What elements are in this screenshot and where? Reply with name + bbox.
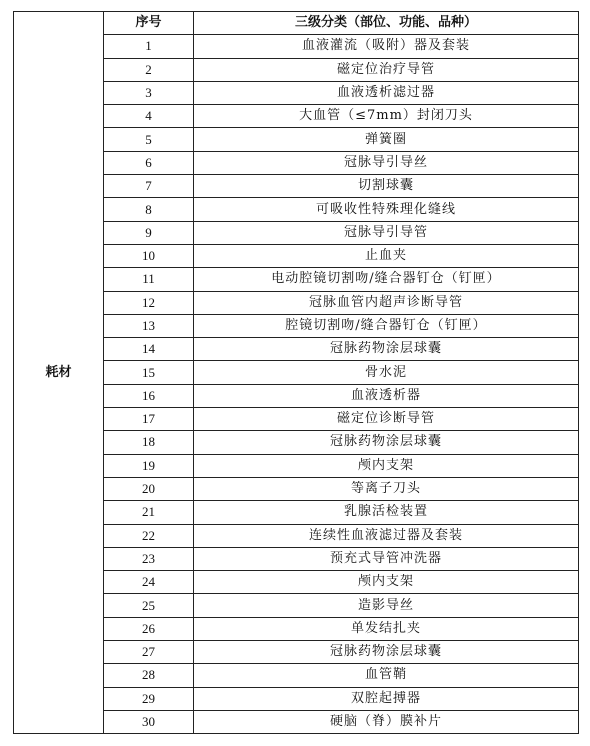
row-number: 11 bbox=[104, 268, 194, 291]
row-name: 止血夹 bbox=[194, 244, 579, 267]
row-name: 可吸收性特殊理化缝线 bbox=[194, 198, 579, 221]
row-number: 5 bbox=[104, 128, 194, 151]
number-column-header: 序号 bbox=[104, 12, 194, 35]
row-number: 19 bbox=[104, 454, 194, 477]
row-number: 15 bbox=[104, 361, 194, 384]
row-name: 硬脑（脊）膜补片 bbox=[194, 710, 579, 733]
row-name: 等离子刀头 bbox=[194, 477, 579, 500]
row-name: 双腔起搏器 bbox=[194, 687, 579, 710]
row-number: 25 bbox=[104, 594, 194, 617]
row-number: 24 bbox=[104, 571, 194, 594]
row-number: 6 bbox=[104, 151, 194, 174]
row-name: 造影导丝 bbox=[194, 594, 579, 617]
row-number: 18 bbox=[104, 431, 194, 454]
row-number: 28 bbox=[104, 664, 194, 687]
category-cell: 耗材 bbox=[14, 12, 104, 734]
row-name: 弹簧圈 bbox=[194, 128, 579, 151]
row-number: 4 bbox=[104, 105, 194, 128]
row-number: 26 bbox=[104, 617, 194, 640]
row-number: 23 bbox=[104, 547, 194, 570]
row-name: 冠脉药物涂层球囊 bbox=[194, 641, 579, 664]
row-number: 1 bbox=[104, 35, 194, 58]
row-number: 9 bbox=[104, 221, 194, 244]
row-name: 血液灌流（吸附）器及套装 bbox=[194, 35, 579, 58]
row-number: 3 bbox=[104, 81, 194, 104]
row-number: 30 bbox=[104, 710, 194, 733]
row-name: 血液透析器 bbox=[194, 384, 579, 407]
consumables-table bbox=[13, 11, 579, 734]
row-name: 颅内支架 bbox=[194, 571, 579, 594]
row-number: 10 bbox=[104, 244, 194, 267]
row-name: 切割球囊 bbox=[194, 175, 579, 198]
row-name: 磁定位治疗导管 bbox=[194, 58, 579, 81]
row-name: 颅内支架 bbox=[194, 454, 579, 477]
row-number: 7 bbox=[104, 175, 194, 198]
row-name: 冠脉导引导管 bbox=[194, 221, 579, 244]
row-number: 8 bbox=[104, 198, 194, 221]
row-name: 电动腔镜切割吻/缝合器钉仓（钉匣） bbox=[194, 268, 579, 291]
row-name: 冠脉药物涂层球囊 bbox=[194, 431, 579, 454]
row-number: 22 bbox=[104, 524, 194, 547]
row-name: 大血管（≤7mm）封闭刀头 bbox=[194, 105, 579, 128]
row-name: 连续性血液滤过器及套装 bbox=[194, 524, 579, 547]
row-number: 14 bbox=[104, 338, 194, 361]
row-number: 16 bbox=[104, 384, 194, 407]
row-number: 21 bbox=[104, 501, 194, 524]
row-number: 12 bbox=[104, 291, 194, 314]
row-name: 单发结扎夹 bbox=[194, 617, 579, 640]
row-name: 血管鞘 bbox=[194, 664, 579, 687]
row-number: 2 bbox=[104, 58, 194, 81]
header-row bbox=[14, 12, 579, 35]
row-name: 冠脉血管内超声诊断导管 bbox=[194, 291, 579, 314]
row-name: 血液透析滤过器 bbox=[194, 81, 579, 104]
name-column-header: 三级分类（部位、功能、品种） bbox=[194, 12, 579, 35]
row-name: 预充式导管冲洗器 bbox=[194, 547, 579, 570]
row-number: 17 bbox=[104, 408, 194, 431]
row-name: 冠脉导引导丝 bbox=[194, 151, 579, 174]
row-name: 冠脉药物涂层球囊 bbox=[194, 338, 579, 361]
row-name: 腔镜切割吻/缝合器钉仓（钉匣） bbox=[194, 314, 579, 337]
row-name: 乳腺活检装置 bbox=[194, 501, 579, 524]
row-name: 骨水泥 bbox=[194, 361, 579, 384]
row-name: 磁定位诊断导管 bbox=[194, 408, 579, 431]
row-number: 29 bbox=[104, 687, 194, 710]
row-number: 20 bbox=[104, 477, 194, 500]
row-number: 13 bbox=[104, 314, 194, 337]
row-number: 27 bbox=[104, 641, 194, 664]
